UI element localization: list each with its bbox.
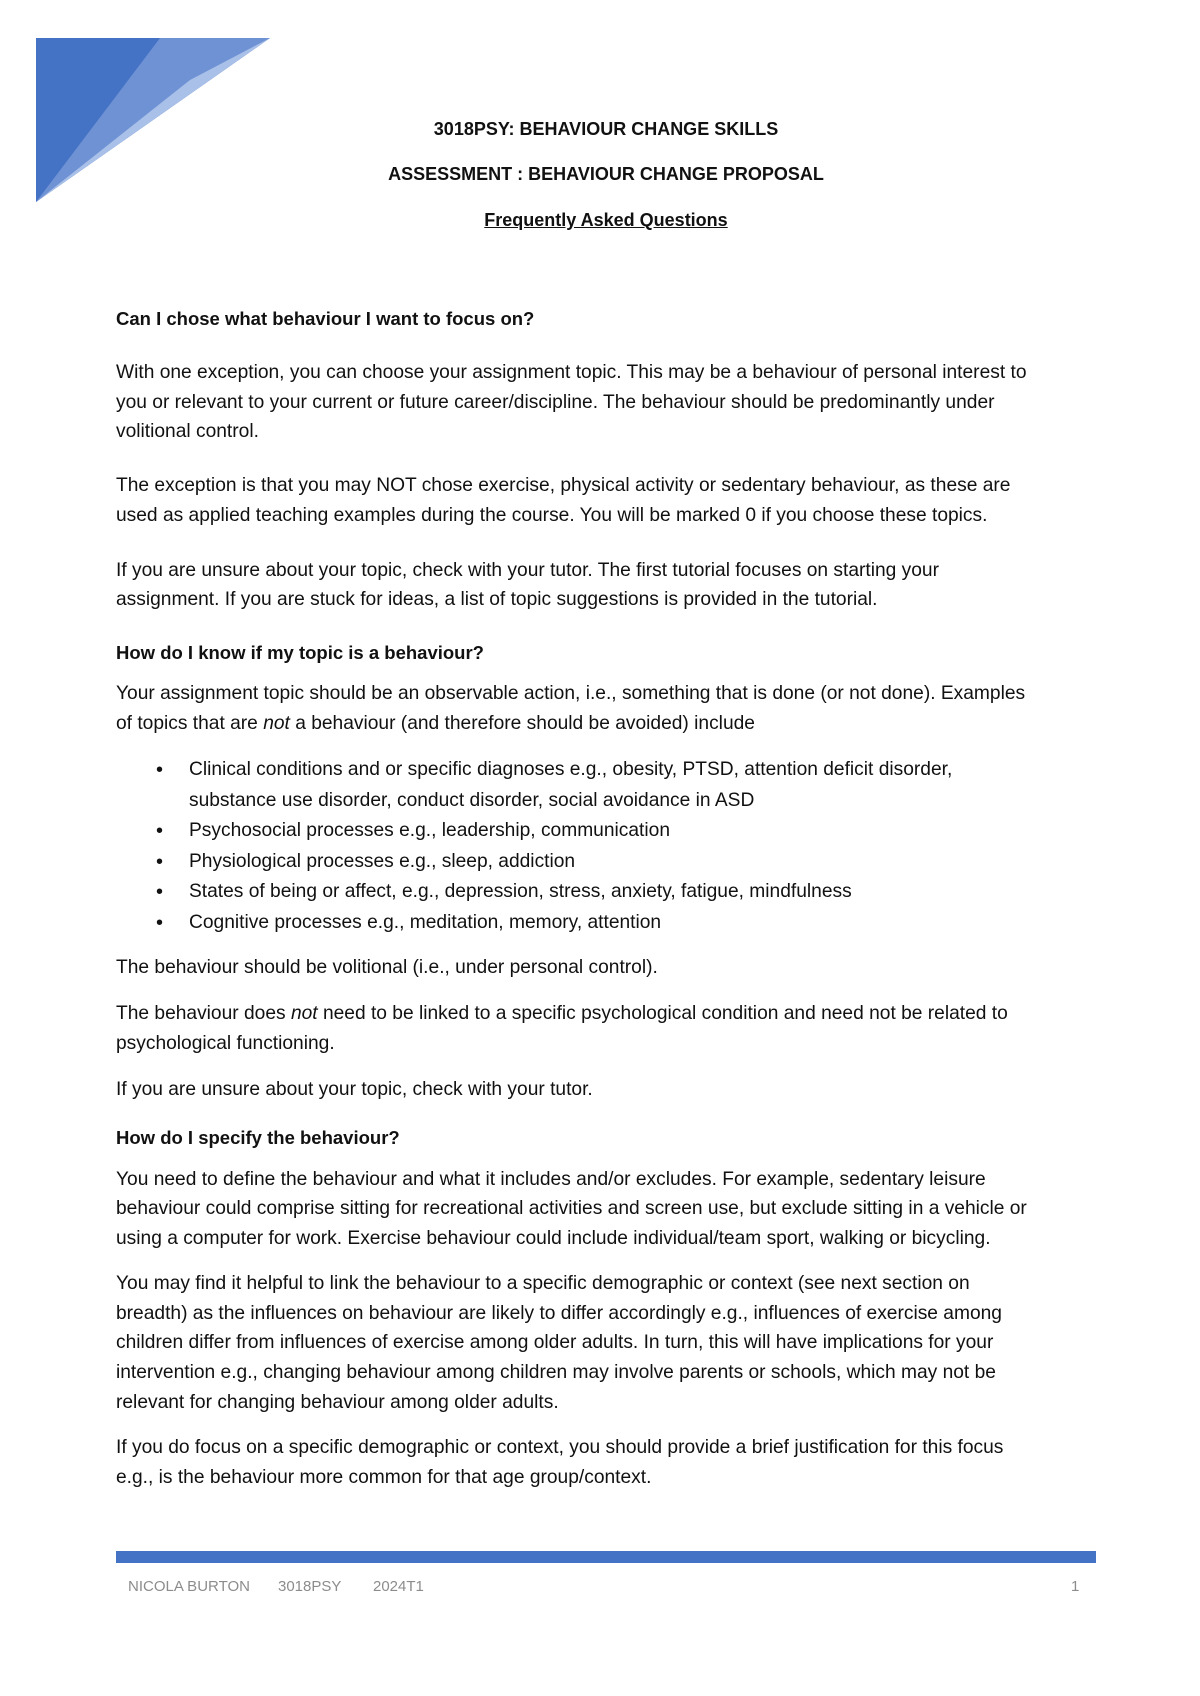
list-item-text: Clinical conditions and or specific diagnoses e.g., obesity, PTSD, attention deficit disorder, <box>189 759 953 780</box>
text-run: of topics that are <box>116 713 264 734</box>
paragraph-line: you or relevant to your current or future career/discipline. The behaviour should be predominantly under <box>116 392 995 413</box>
paragraph-line: psychological functioning. <box>116 1033 335 1054</box>
footer-page-number: 1 <box>1071 1578 1080 1595</box>
text-run: a behaviour (and therefore should be avoided) include <box>289 713 755 734</box>
footer-bar <box>116 1551 1096 1563</box>
footer-course-code: 3018PSY <box>278 1578 342 1595</box>
paragraph-line: e.g., is the behaviour more common for that age group/context. <box>116 1467 652 1488</box>
emphasis: not <box>263 713 290 734</box>
list-item <box>116 816 1106 847</box>
paragraph-line: used as applied teaching examples during the course. You will be marked 0 if you choose these topics. <box>116 505 988 526</box>
paragraph-line: If you are unsure about your topic, check with your tutor. The first tutorial focuses on starting your <box>116 560 939 581</box>
emphasis: not <box>290 1003 318 1024</box>
course-title: 3018PSY: BEHAVIOUR CHANGE SKILLS <box>433 119 779 139</box>
paragraph-line: The behaviour should be volitional (i.e., under personal control). <box>116 957 658 978</box>
paragraph-line: You may find it helpful to link the behaviour to a specific demographic or context (see next section on <box>116 1273 970 1294</box>
paragraph-line: Your assignment topic should be an observable action, i.e., something that is done (or not done). Examples <box>116 683 1026 704</box>
faq-title: Frequently Asked Questions <box>484 210 728 230</box>
paragraph-line: If you are unsure about your topic, check with your tutor. <box>116 1079 593 1100</box>
list-item <box>116 755 1106 816</box>
question-specify-behaviour: How do I specify the behaviour? <box>116 1127 400 1148</box>
paragraph-line: children differ from influences of exercise among older adults. In turn, this will have implications for your <box>116 1332 994 1353</box>
paragraph-line <box>116 999 1106 1029</box>
list-item <box>116 847 1106 878</box>
list-item-text: Physiological processes e.g., sleep, addiction <box>189 850 576 872</box>
question-choose-behaviour: Can I chose what behaviour I want to focus on? <box>116 308 535 329</box>
paragraph-line: using a computer for work. Exercise behaviour could include individual/team sport, walking or bicycling. <box>116 1228 991 1249</box>
list-item-text: Psychosocial processes e.g., leadership, communication <box>189 820 670 841</box>
paragraph-line: behaviour could comprise sitting for recreational activities and screen use, but exclude sitting in a vehicle or <box>116 1198 1027 1219</box>
list-item-text: substance use disorder, conduct disorder, social avoidance in ASD <box>189 789 755 811</box>
list-item-text: Cognitive processes e.g., meditation, memory, attention <box>189 911 662 933</box>
paragraph-line: breadth) as the influences on behaviour are likely to differ accordingly e.g., influences of exercise among <box>116 1303 1002 1324</box>
footer-term: 2024T1 <box>373 1578 424 1595</box>
list-item <box>116 908 1106 939</box>
paragraph-line: The exception is that you may NOT chose exercise, physical activity or sedentary behaviour, as these are <box>116 475 1011 496</box>
footer-author: NICOLA BURTON <box>128 1578 250 1595</box>
paragraph-line: With one exception, you can choose your assignment topic. This may be a behaviour of personal interest to <box>116 362 1027 383</box>
paragraph-line <box>116 709 1106 739</box>
paragraph-line: assignment. If you are stuck for ideas, a list of topic suggestions is provided in the tutorial. <box>116 589 878 610</box>
paragraph-line: relevant for changing behaviour among older adults. <box>116 1392 559 1413</box>
paragraph-line: If you do focus on a specific demographic or context, you should provide a brief justification for this focus <box>116 1437 1004 1458</box>
list-item-text: States of being or affect, e.g., depression, stress, anxiety, fatigue, mindfulness <box>189 881 852 902</box>
paragraph-line: volitional control. <box>116 421 259 442</box>
question-is-behaviour: How do I know if my topic is a behaviour? <box>116 642 484 663</box>
list-item <box>116 877 1106 908</box>
assessment-title: ASSESSMENT : BEHAVIOUR CHANGE PROPOSAL <box>388 164 824 184</box>
paragraph-line: You need to define the behaviour and what it includes and/or excludes. For example, sedentary leisure <box>116 1169 986 1190</box>
text-run: The behaviour does <box>116 1003 291 1024</box>
text-run: need to be linked to a specific psychological condition and need not be related to <box>317 1003 1008 1024</box>
paragraph-line: intervention e.g., changing behaviour among children may involve parents or schools, which may not be <box>116 1362 996 1383</box>
non-behaviour-list <box>116 755 1106 938</box>
